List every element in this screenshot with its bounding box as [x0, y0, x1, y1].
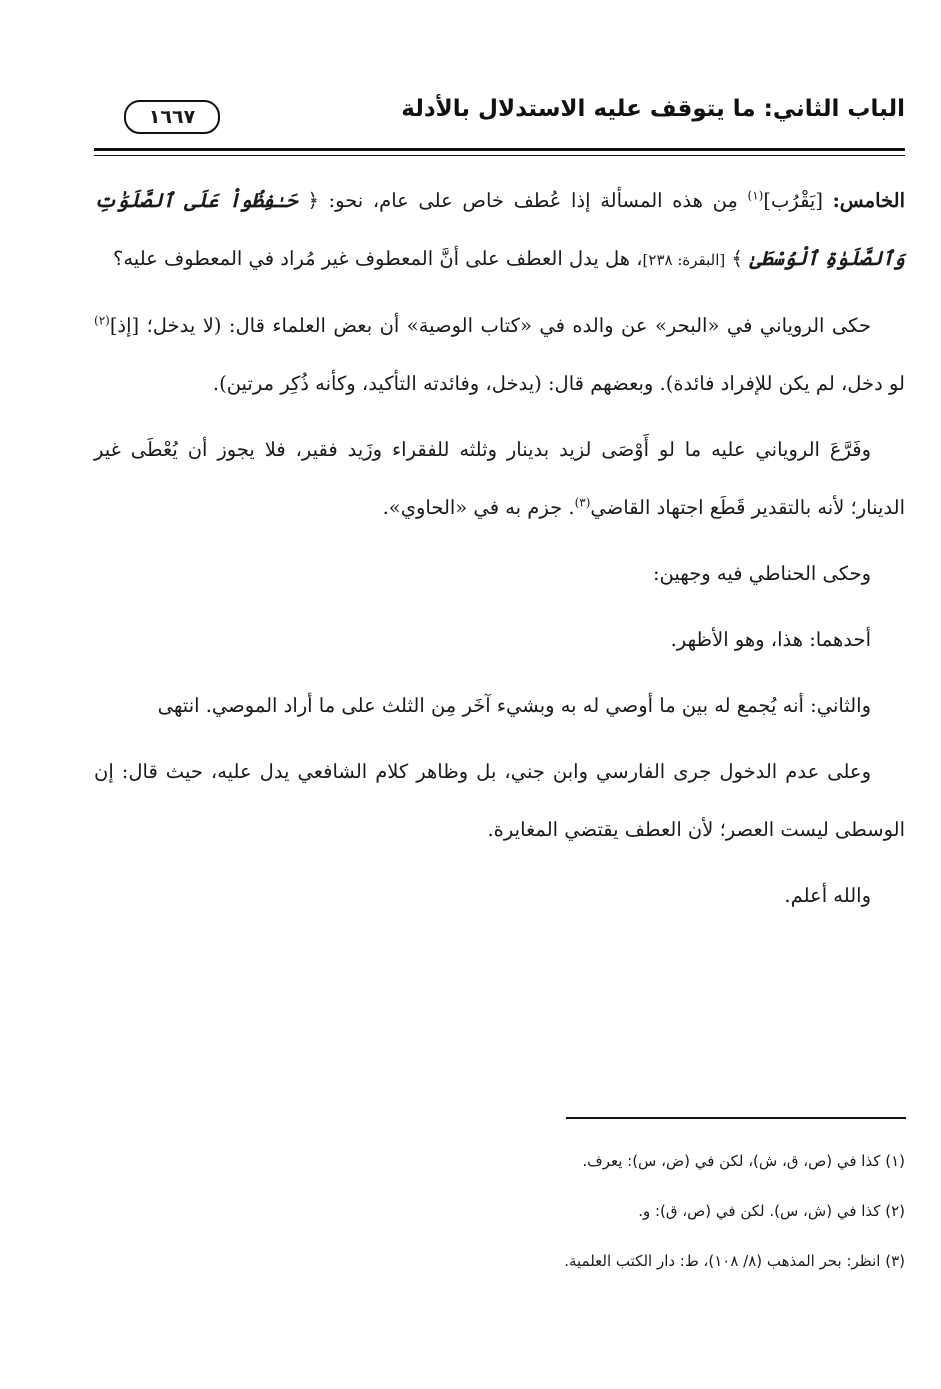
paragraph-text: . جزم به في «الحاوي». [382, 496, 575, 519]
footnote-3: (٣) انظر: بحر المذهب (٨/ ١٠٨)، ط: دار الكتب العلمية. [564, 1252, 905, 1270]
footnote-ref-3: (٣) [574, 495, 591, 510]
paragraph-text: ﴾ [725, 247, 743, 270]
paragraph-2 [94, 297, 905, 413]
paragraph-6: والثاني: أنه يُجمع له بين ما أوصي له به وبشيء آخَر مِن الثلث على ما أراد الموصي. انتهى [157, 694, 871, 717]
page-number: ١٦٦٧ [124, 100, 220, 134]
chapter-title: الباب الثاني: ما يتوقف عليه الاستدلال بالأدلة [401, 96, 905, 122]
paragraph-4: وحكى الحناطي فيه وجهين: [652, 562, 871, 585]
section-lead: الخامس: [832, 189, 906, 212]
footnote-separator [566, 1117, 906, 1119]
paragraph-text: [يَقْرُب] [763, 189, 833, 212]
header-rule-thick [94, 148, 905, 151]
verse-reference: [البقرة: ٢٣٨] [642, 251, 726, 269]
quran-verse: حَـٰفِظُواْ عَلَى ٱلصَّلَوَٰتِ وَٱلصَّلَوٰةِ ٱلْوُسْطَىٰ [94, 189, 905, 270]
paragraph-text: ، هل يدل العطف على أنَّ المعطوف غير مُراد في المعطوف عليه؟ [113, 247, 643, 270]
paragraph-text: وفَرَّعَ الروياني عليه ما لو أَوْصَى لزيد بدينار وثلثه للفقراء وزَيد فقير، فلا يجوز أن يُعْطَى غير الدينار؛ لأنه بالتقدير قَطَع اجتهاد القاضي [94, 438, 905, 519]
footnotes [94, 1136, 905, 1286]
paragraph-5: أحدهما: هذا، وهو الأظهر. [670, 628, 871, 651]
footnote-2: (٢) كذا في (ش، س). لكن في (ص، ق): و. [638, 1202, 905, 1220]
footnote-ref-1: (١) [747, 188, 764, 203]
paragraph-text: حكى الروياني في «البحر» عن والده في «كتاب الوصية» أن بعض العلماء قال: (لا يدخل؛ [إذ] [109, 314, 871, 337]
paragraph-1 [94, 172, 905, 289]
paragraph-3 [94, 421, 905, 537]
running-header [94, 90, 905, 142]
main-text [94, 172, 905, 933]
paragraph-8: والله أعلم. [784, 884, 871, 907]
paragraph-text: مِن هذه المسألة إذا عُطف خاص على عام، نحو: ﴿ [307, 189, 748, 212]
paragraph-7: وعلى عدم الدخول جرى الفارسي وابن جني، بل وظاهر كلام الشافعي يدل عليه، حيث قال: إن الوسطى ليست العصر؛ لأن العطف يقتضي المغايرة. [94, 760, 905, 841]
footnote-ref-2: (٢) [94, 313, 110, 328]
header-rule-thin [94, 155, 905, 156]
footnote-1: (١) كذا في (ص، ق، ش)، لكن في (ض، س): يعرف. [582, 1152, 905, 1170]
paragraph-text: لو دخل، لم يكن للإفراد فائدة). وبعضهم قال: (يدخل، وفائدته التأكيد، وكأنه ذُكِر مرتين). [212, 372, 905, 395]
